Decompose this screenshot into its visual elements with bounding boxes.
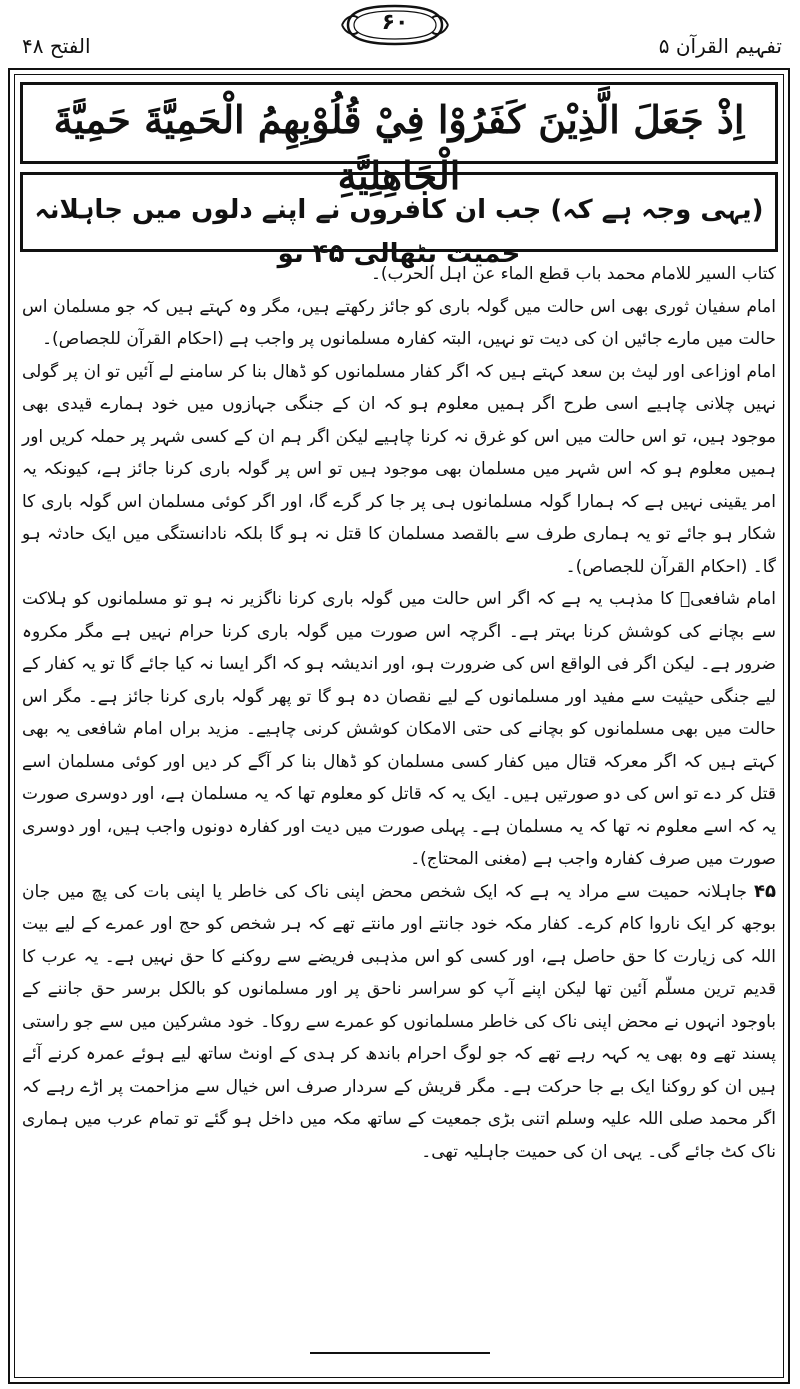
page-number: ۶۰ [381,10,409,35]
page-number-badge [340,2,450,48]
paragraph: کتاب السیر للامام محمد باب قطع الماء عن اہل الحرب)۔ [370,264,776,284]
verse-translation: (یہی وجہ ہے کہ) جب ان کافروں نے اپنے دلوں میں جاہلانہ حمیت بٹھالی ۴۵ تو [34,195,764,269]
footnote-text: جاہلانہ حمیت سے مراد یہ ہے کہ ایک شخص محض اپنی ناک کی خاطر یا اپنی بات کی پچ میں جان بوجھ کر ایک ناروا کام کرے۔ کفار مکہ خود جانتے اور مانتے تھے کہ ہر شخص کو حج اور عمرے کے لیے بیت اللہ کی زیارت کا حق حاصل ہے، اور کسی کو اس مذہبی فریضے سے روکنے کا حق نہیں ہے۔ یہ عرب کا قدیم ترین مسلّم آئین تھا لیکن اپنے آپ کو سراسر ناحق پر اور مسلمانوں کو بالکل برسر حق جاننے کے باوجود انہوں نے محض اپنی ناک کی خاطر مسلمانوں کو عمرے سے روکا۔ خود مشرکین میں سے جو راستی پسند تھے وہ بھی یہ کہہ رہے تھے کہ جو لوگ احرام باندھ کر ہدی کے اونٹ ساتھ لیے ہوئے عمرہ کرنے آئے ہیں ان کو روکنا ایک بے جا حرکت ہے۔ مگر قریش کے سردار صرف اس خیال سے مزاحمت پر اڑے رہے کہ اگر محمد صلی اللہ علیہ وسلم اتنی بڑی جمعیت کے ساتھ مکہ میں داخل ہو گئے تو تمام عرب میں ہماری ناک کٹ جائے گی۔ یہی ان کی حمیت جاہلیہ تھی۔ [22,881,776,1162]
footnote [22,876,776,1169]
paragraph: امام اوزاعی اور لیث بن سعد کہتے ہیں کہ اگر کفار مسلمانوں کو ڈھال بنا کر سامنے لے آئیں تو ان پر گولی نہیں چلانی چاہیے اسی طرح اگر ہمیں معلوم ہو کہ ان کے جنگی جہازوں میں خود ہمارے قیدی بھی موجود ہیں، تو اس حالت میں اس کو غرق نہ کرنا چاہیے لیکن اگر ہم ان کے کسی شہر پر حملہ کریں اور ہمیں معلوم ہو کہ اس شہر میں مسلمان بھی موجود ہیں تو اس پر گولہ باری کرنا جائز ہے، کیونکہ یہ امر یقینی نہیں ہے کہ ہمارا گولہ مسلمانوں ہی پر جا کر گرے گا، اور اگر کوئی مسلمان اس گولہ باری کا شکار ہو جائے تو یہ ہماری طرف سے بالقصد مسلمان کا قتل نہ ہو گا بلکہ نادانستگی میں ایک حادثہ ہو گا۔ (احکام القرآن للجصاص)۔ [22,361,776,577]
quran-verse: اِذْ جَعَلَ الَّذِيْنَ كَفَرُوْا فِيْ قُلُوْبِهِمُ الْحَمِيَّةَ حَمِيَّةَ الْجَاهِلِيَّةِ [53,97,745,198]
commentary-body [22,258,776,1168]
surah-reference: الفتح ۴۸ [22,34,91,58]
paragraph: امام شافعیؒ کا مذہب یہ ہے کہ اگر اس حالت میں گولہ باری کرنا ناگزیر نہ ہو تو مسلمانوں کو ہلاکت سے بچانے کی کوشش کرنا بہتر ہے۔ اگرچہ اس صورت میں گولہ باری کرنا حرام نہیں ہے مگر مکروہ ضرور ہے۔ لیکن اگر فی الواقع اس کی ضرورت ہو، اور اندیشہ ہو کہ اگر ایسا نہ کیا جائے گا تو یہ کفار کے لیے جنگی حیثیت سے مفید اور مسلمانوں کے لیے نقصان دہ ہو گا تو پھر گولہ باری کرنا جائز ہے۔ مگر اس حالت میں بھی مسلمانوں کو بچانے کی حتی الامکان کوشش کرنی چاہیے۔ مزید براں امام شافعی یہ بھی کہتے ہیں کہ اگر معرکہ قتال میں کفار کسی مسلمان کو ڈھال بنا کر آگے کر دیں اور کوئی مسلمان اسے قتل کر دے تو اس کی دو صورتیں ہیں۔ ایک یہ کہ قاتل کو معلوم تھا کہ یہ مسلمان ہے، اور دوسری صورت یہ کہ اسے معلوم نہ تھا کہ یہ مسلمان ہے۔ پہلی صورت میں دیت اور کفارہ دونوں واجب ہیں، اور دوسری صورت میں صرف کفارہ واجب ہے (مغنی المحتاج)۔ [22,589,776,869]
footnote-marker: ۴۵ [754,880,777,902]
end-divider [310,1352,490,1354]
paragraph: امام سفیان ثوری بھی اس حالت میں گولہ باری کو جائز رکھتے ہیں، مگر وہ کہتے ہیں کہ جو مسلمان اس حالت میں مارے جائیں ان کی دیت تو نہیں، البتہ کفارہ مسلمانوں پر واجب ہے (احکام القرآن للجصاص)۔ [22,296,776,349]
page-header [0,0,800,68]
book-title: تفہیم القرآن ۵ [658,34,782,58]
